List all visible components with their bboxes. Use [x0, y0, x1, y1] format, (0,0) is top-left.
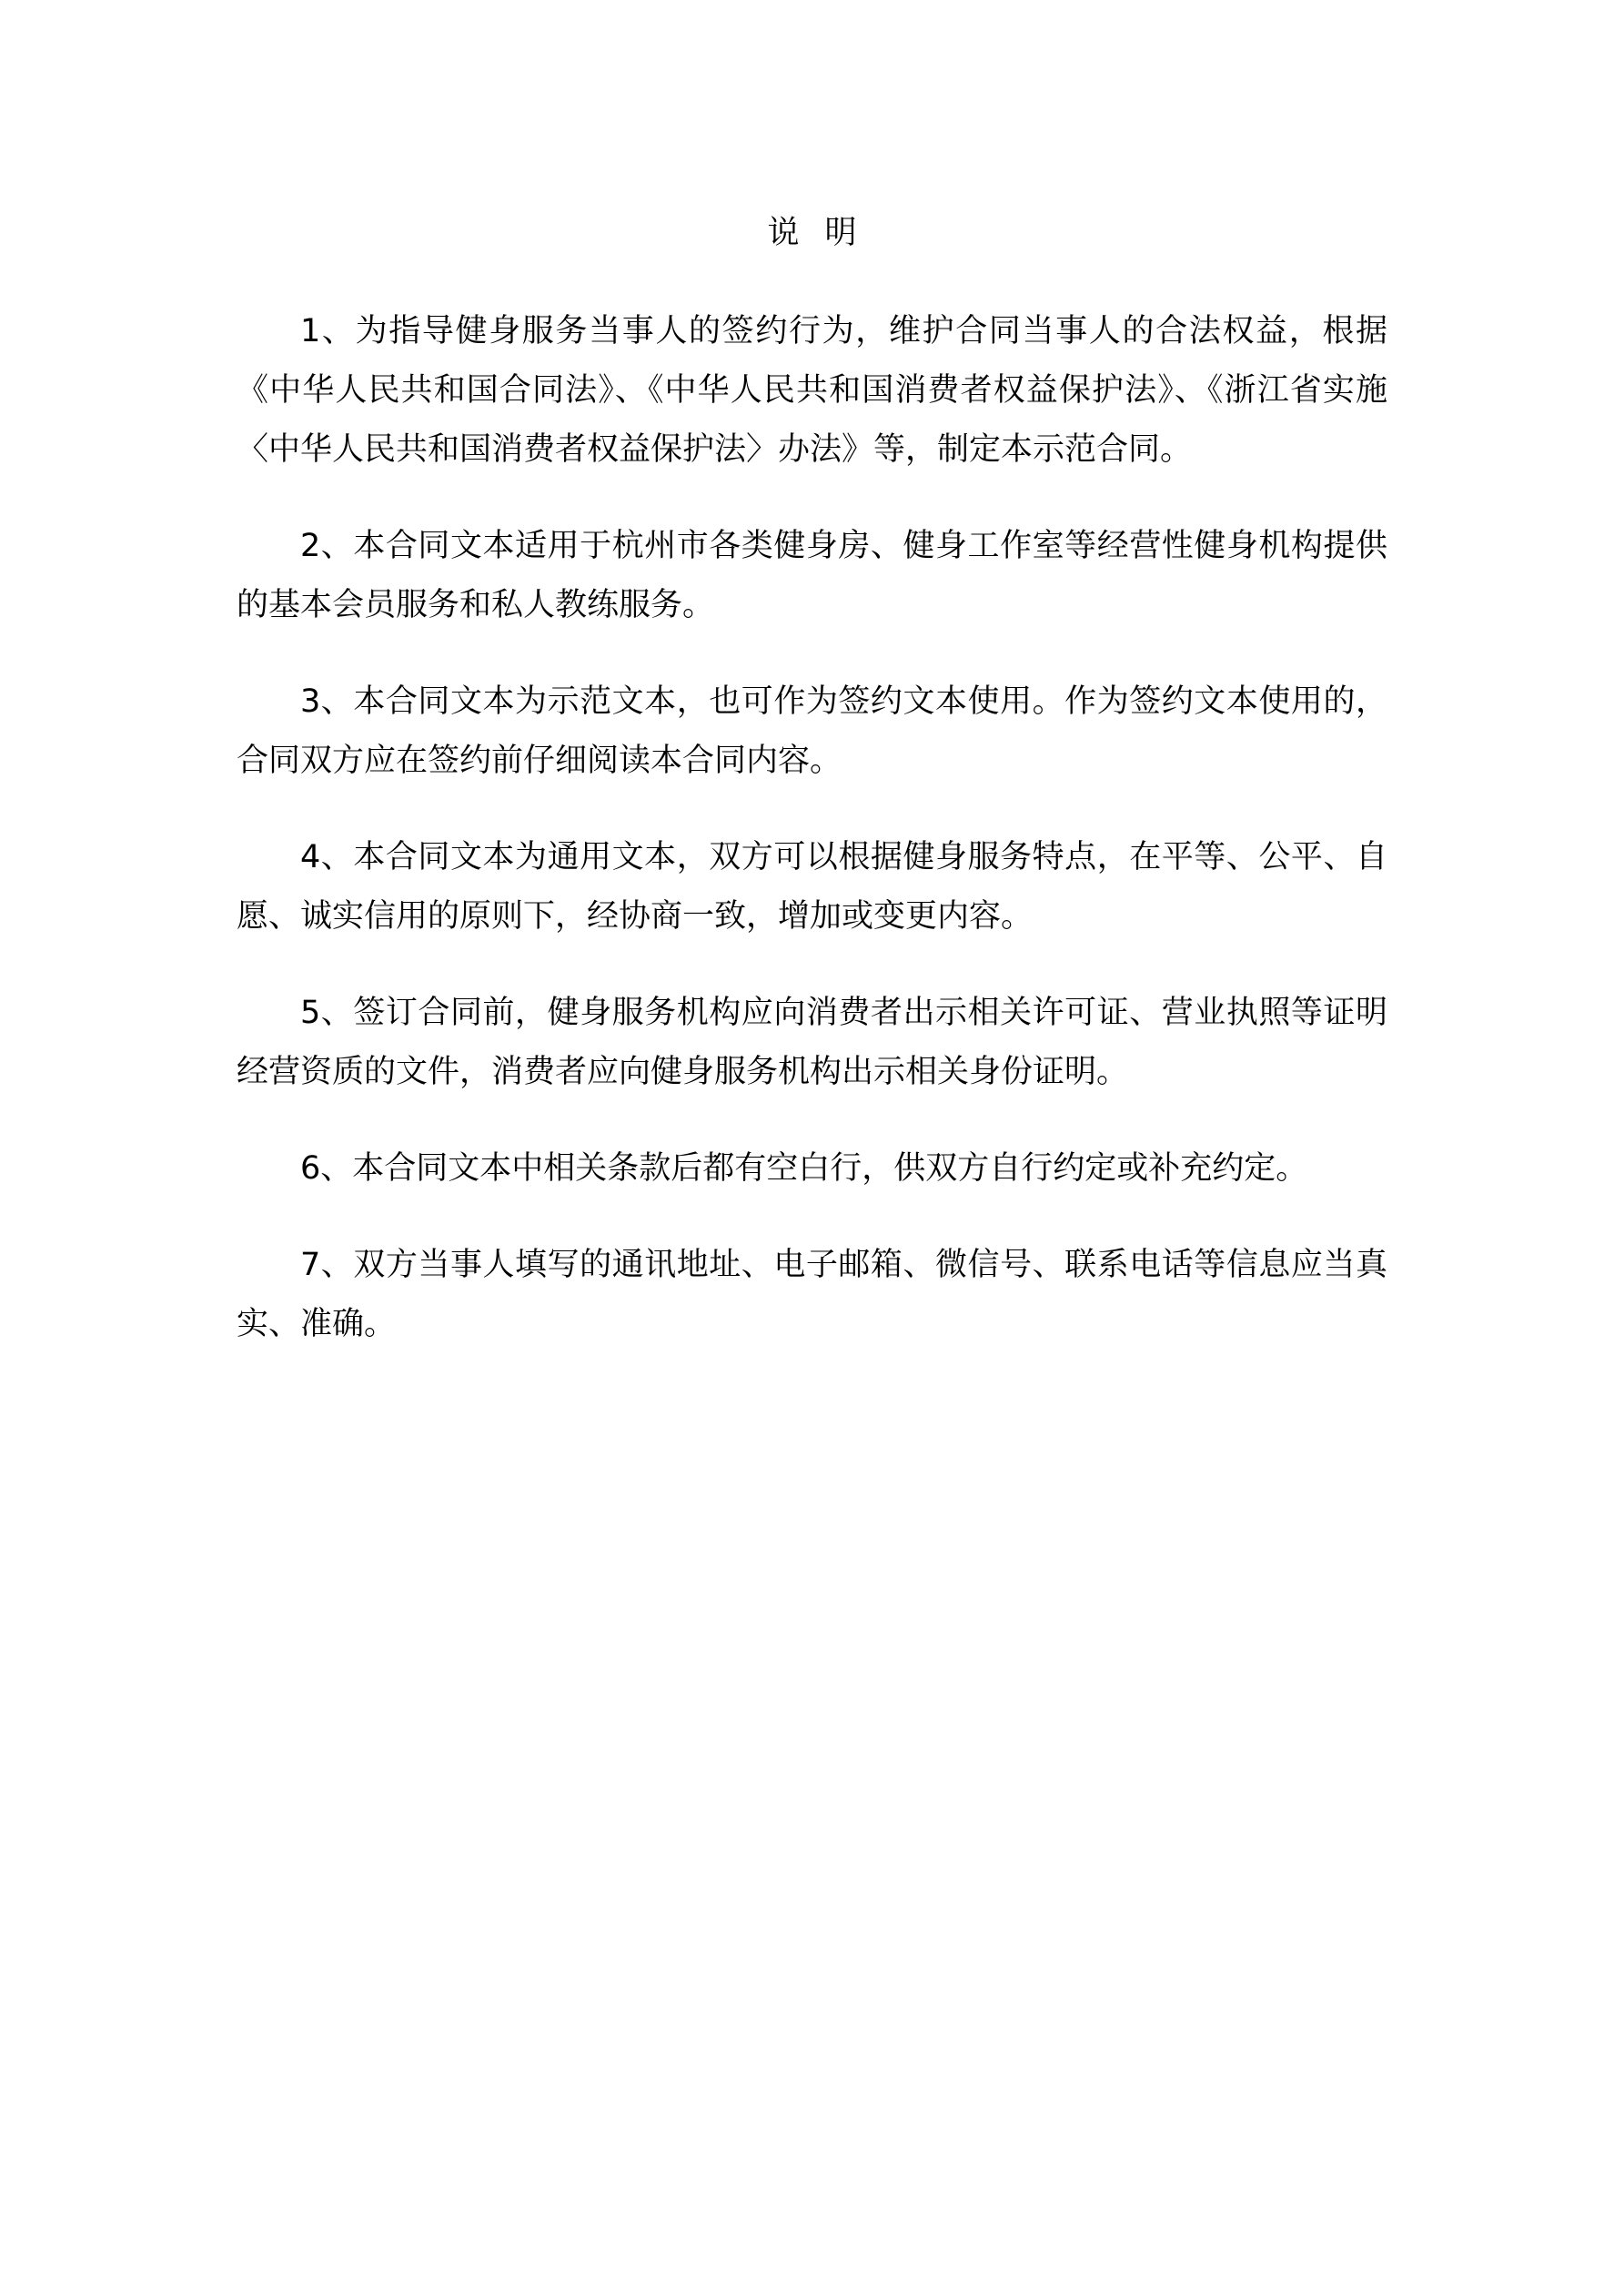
paragraph-2: 2、本合同文本适用于杭州市各类健身房、健身工作室等经营性健身机构提供的基本会员服务和私人教练服务。 — [237, 528, 1387, 623]
paragraph-5: 5、签订合同前，健身服务机构应向消费者出示相关许可证、营业执照等证明经营资质的文件，消费者应向健身服务机构出示相关身份证明。 — [237, 995, 1387, 1090]
document-title: 说明 — [767, 215, 883, 251]
paragraph-1: 1、为指导健身服务当事人的签约行为，维护合同当事人的合法权益，根据《中华人民共和国合同法》、《中华人民共和国消费者权益保护法》、《浙江省实施〈中华人民共和国消费者权益保护法〉办法》等，制定本示范合同。 — [237, 313, 1387, 468]
paragraph-4: 4、本合同文本为通用文本，双方可以根据健身服务特点，在平等、公平、自愿、诚实信用的原则下，经协商一致，增加或变更内容。 — [237, 839, 1387, 935]
document-page — [237, 207, 1387, 1391]
paragraph-6: 6、本合同文本中相关条款后都有空白行，供双方自行约定或补充约定。 — [300, 1150, 1308, 1187]
paragraph-3: 3、本合同文本为示范文本，也可作为签约文本使用。作为签约文本使用的，合同双方应在签约前仔细阅读本合同内容。 — [237, 683, 1387, 779]
paragraph-7: 7、双方当事人填写的通讯地址、电子邮箱、微信号、联系电话等信息应当真实、准确。 — [237, 1247, 1387, 1342]
